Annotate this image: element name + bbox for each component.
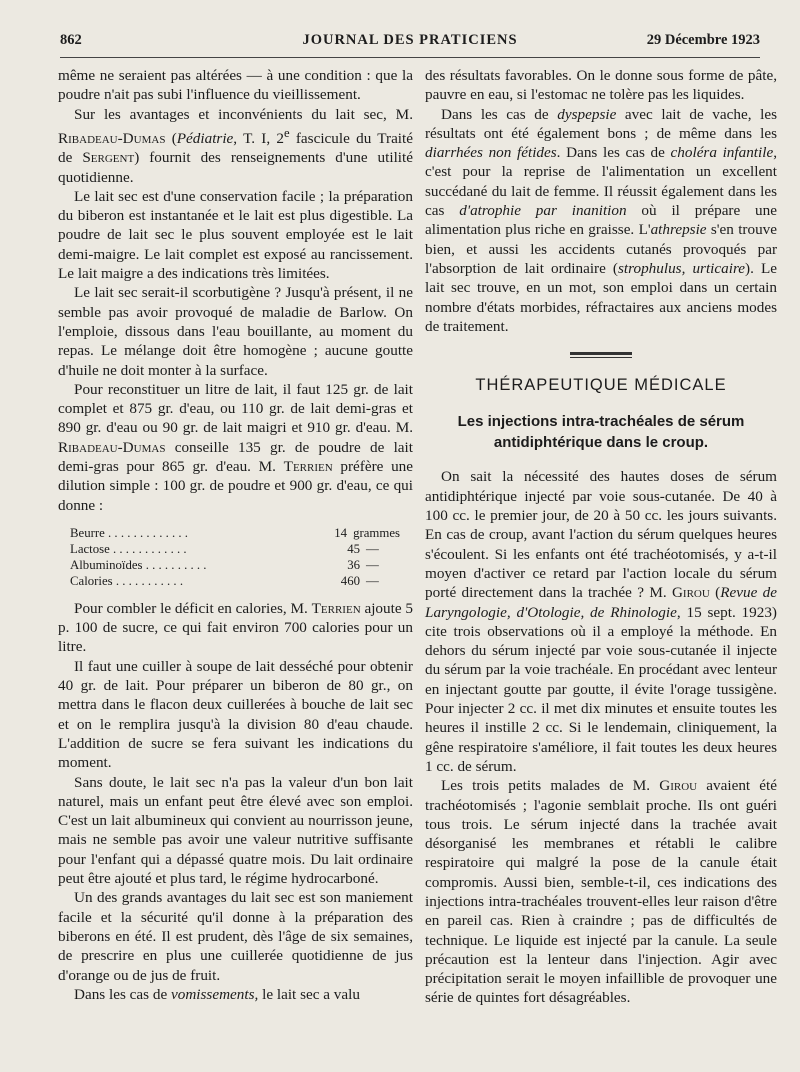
author-name: Terrien xyxy=(311,599,361,617)
right-column xyxy=(425,66,777,1008)
left-column xyxy=(58,66,413,1004)
list-item: Lactose . . . . . . . . . . . . 45 — xyxy=(70,541,379,556)
author-name: Sergent xyxy=(82,149,135,167)
paragraph: Il faut une cuiller à soupe de lait desséché pour obtenir 40 gr. de lait. Pour préparer un biberon de 80 gr., on mettra dans le flacon deux cuillerées à bouche de lait sec et on le remplira jusqu'à la division 80 d'eau chaude. L'addition de sucre se fera suivant les indications du moment. xyxy=(58,657,413,772)
paragraph: On sait la nécessité des hautes doses de sérum antidiphtérique injecté par voie sous-cutanée. De 40 à 100 cc. le premier jour, de 20 à 50 cc. les jours suivants. En cas de croup, avant l'action du sérum quelques heures s'écoulent. Si les enfants ont été trachéotomisés, y a-t-il moyen d'activer ce retard par l'action locale du sérum porté directement dans la trachée ? M. Girou (Revue de Laryngologie, d'Otologie, de Rhinologie, 15 sept. 1923) cite trois observations où il a employé la méthode. En dehors du sérum injecté par voie sous-cutanée il injecte du sérum par la voie trachéale. En procédant avec lenteur en injectant goutte par goutte, il évite l'orage tussigène. Pour injecter 2 cc. il met dix minutes et ensuite toutes les heures il instille 2 cc. Si le lendemain, cliniquement, la gêne respiratoire s'améliore, il fait toutes les deux heures 1 cc. de sérum. xyxy=(425,468,778,775)
issue-date: 29 Décembre 1923 xyxy=(646,32,760,48)
paragraph: Les trois petits malades de M. Girou avaient été trachéotomisés ; l'agonie semblait proche. Ils ont guéri tous trois. Le sérum injecté dans la trachée avait désorganisé les membranes et rétabli le calibre respiratoire qui malgré la pose de la canule était compromis. Aussi bien, semble-t-il, ces indications des injections intra-trachéales trouvent-elles leur raison d'être en pareil cas. Rien à craindre ; pas de difficultés de technique. Le liquide est injecté par la canule. La seule précaution est la lenteur dans l'injection. Agir avec précipitation serait le moyen infaillible de provoquer une série de quintes fort désagréables. xyxy=(425,777,777,1007)
author-name: Ribadeau-Dumas xyxy=(58,129,166,147)
author-name: Ribadeau-Dumas xyxy=(58,438,166,456)
citation: Pédiatrie xyxy=(176,129,234,147)
list-item: Beurre . . . . . . . . . . . . . 14 grammes xyxy=(70,525,400,540)
list-item: Calories . . . . . . . . . . . 460 — xyxy=(70,573,379,588)
paragraph: des résultats favorables. On le donne sous forme de pâte, pauvre en eau, si l'estomac ne tolère pas les liquides. xyxy=(425,67,777,104)
author-name: Girou xyxy=(671,584,710,602)
section-title: THÉRAPEUTIQUE MÉDICALE xyxy=(475,376,727,395)
paragraph: Sans doute, le lait sec n'a pas la valeur d'un bon lait naturel, mais un enfant peut être élevé avec son emploi. C'est un lait albumineux qui convient au nourrisson jeune, mais ne semble pas avoir une valeur nutritive suffisante pour l'enfant qui a dépassé quatre mois. Du lait ordinaire peut être ajouté et plus tard, le régime hydrocarboné. xyxy=(58,773,413,888)
paragraph: Pour combler le déficit en calories, M. Terrien ajoute 5 p. 100 de sucre, ce qui fait environ 700 calories pour un litre. xyxy=(58,599,413,656)
paragraph: Sur les avantages et inconvénients du lait sec, M. Ribadeau-Dumas (Pédiatrie, T. I, 2e fascicule du Traité de Sergent) fournit des renseignements d'une utilité quotidienne. xyxy=(58,105,413,186)
author-name: Girou xyxy=(659,777,698,795)
paragraph: Un des grands avantages du lait sec est son maniement facile et la sécurité qu'il donne à la préparation des biberons en été. Il est prudent, dès l'âge de six semaines, de prescrire en plus une cuillerée quotidienne de jus d'orange ou de jus de fruit. xyxy=(58,889,413,984)
nutrition-list xyxy=(70,525,400,589)
paragraph: Dans les cas de vomissements, le lait sec a valu xyxy=(74,985,360,1003)
paragraph: Dans les cas de dyspepsie avec lait de vache, les résultats ont été également bons ; de même dans les diarrhées non fétides. Dans les cas de choléra infantile, c'est pour la reprise de l'alimentation un excellent succédané du lait de femme. Il réussit également dans les cas d'atrophie par inanition où il prépare une alimentation plus riche en graisse. L'athrepsie s'en trouve bien, et aussi les accidents cutanés provoqués par l'absorption de lait ordinaire (strophulus, urticaire). Le lait sec trouve, en un mot, son emploi dans un certain nombre d'états morbides, réfractaires aux anciens modes de traitement. xyxy=(425,105,778,335)
paragraph: Pour reconstituer un litre de lait, il faut 125 gr. de lait complet et 875 gr. d'eau, ou 110 gr. de lait demi-gras et 890 gr. d'eau ou 90 gr. de lait maigri et 910 gr. d'eau. M. Ribadeau-Dumas conseille 135 gr. de poudre de lait demi-gras pour 865 gr. d'eau. M. Terrien préfère une dilution simple : 100 gr. de poudre et 900 gr. d'eau, ce qui donne : xyxy=(58,380,413,514)
header-rule xyxy=(60,57,760,58)
running-header xyxy=(60,28,760,54)
journal-title: JOURNAL DES PRATICIENS xyxy=(302,32,518,48)
section-divider xyxy=(570,352,632,358)
paragraph: même ne seraient pas altérées — à une condition : que la poudre n'ait pas subi l'influence du vieillissement. xyxy=(58,67,413,104)
citation: Revue de Laryngologie, d'Otologie, de Rhinologie xyxy=(425,584,778,621)
page-number: 862 xyxy=(60,32,82,48)
list-item: Albuminoïdes . . . . . . . . . . 36 — xyxy=(70,557,379,572)
paragraph: Le lait sec serait-il scorbutigène ? Jusqu'à présent, il ne semble pas avoir provoqué de maladie de Barlow. On l'emploie, dissous dans l'eau bouillante, au moment du repas. Le mélange doit être homogène ; aucune goutte d'huile ne doit monter à la surface. xyxy=(58,284,413,379)
article-title: Les injections intra-trachéales de sérum antidiphtérique dans le croup. xyxy=(457,413,745,452)
author-name: Terrien xyxy=(283,458,333,475)
paragraph: Le lait sec est d'une conservation facile ; la préparation du biberon est instantanée et le lait est plus digestible. La poudre de lait sec le plus souvent employée est le lait demi-maigre. Le lait complet est exposé au rancissement. Le lait maigre a des indications très limitées. xyxy=(58,187,413,283)
